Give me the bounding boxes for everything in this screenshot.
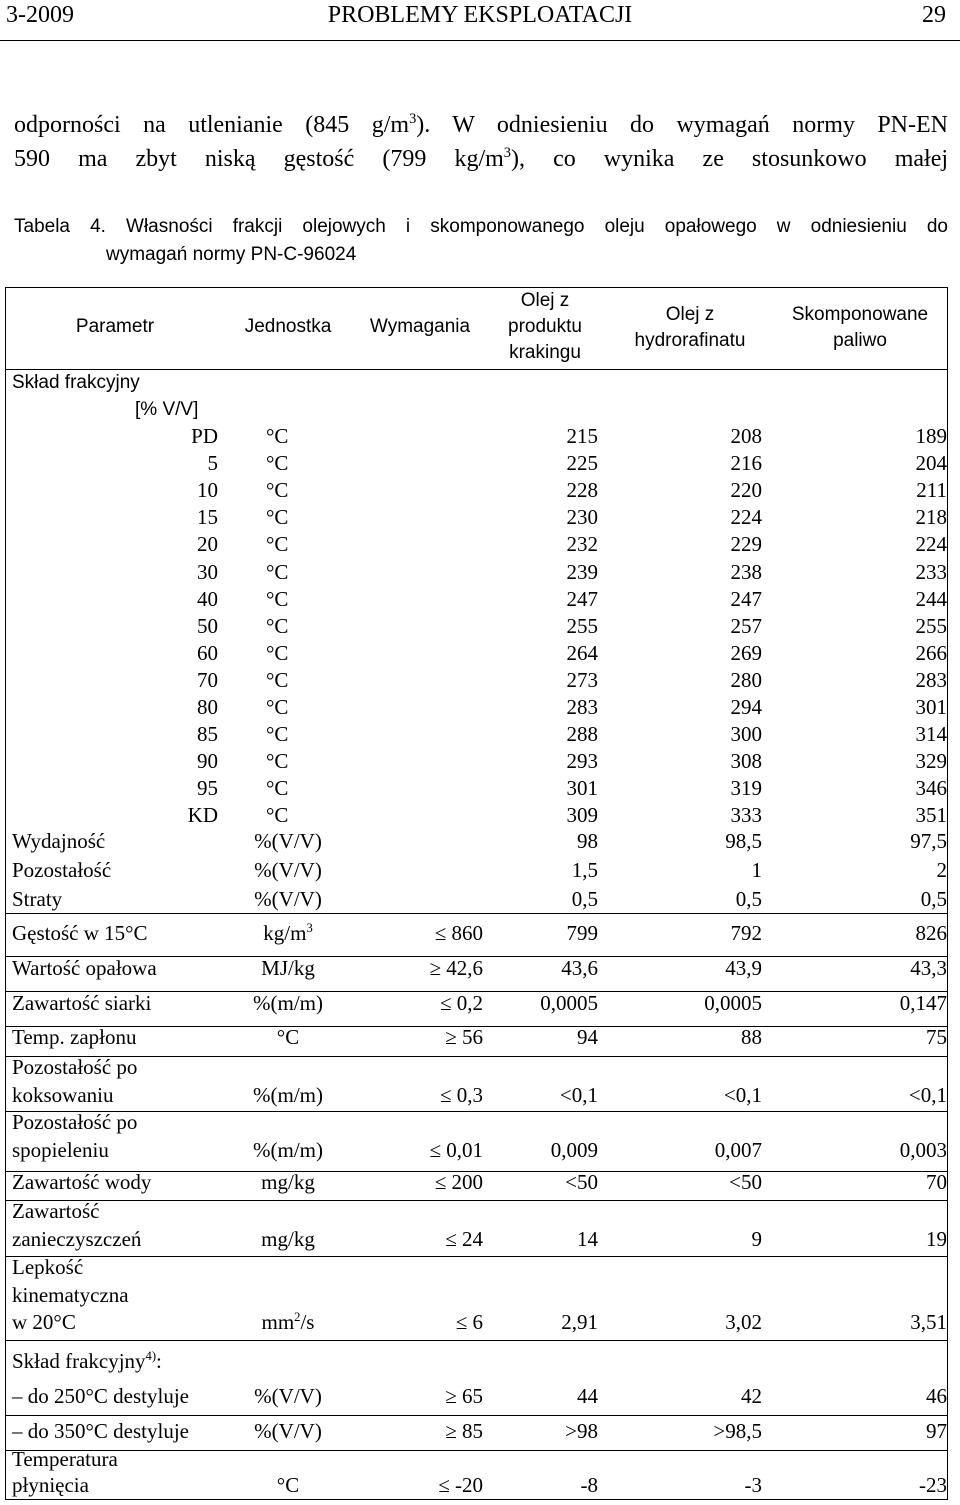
value-krakingu: 230 bbox=[566, 505, 598, 530]
yield-param: Wydajność bbox=[12, 829, 106, 853]
requirement-value: ≤ 6 bbox=[455, 1310, 483, 1334]
header-divider bbox=[5, 369, 948, 370]
requirement-value: ≤ 0,01 bbox=[429, 1137, 483, 1162]
fraction-param: 70 bbox=[197, 667, 218, 692]
value-skomponowane: 211 bbox=[916, 478, 947, 503]
value-hydrorafinatu: 333 bbox=[730, 803, 762, 828]
value-krakingu: 0,009 bbox=[550, 1137, 598, 1162]
property-unit: $kg/m^3$ bbox=[263, 921, 313, 945]
requirement-value: ≤ 0,3 bbox=[439, 1082, 483, 1107]
requirement-value: ≤ 860 bbox=[434, 921, 483, 945]
fraction-unit: °C bbox=[266, 749, 289, 774]
property-unit: mg/kg bbox=[261, 1226, 315, 1251]
value-krakingu: 43,6 bbox=[561, 956, 598, 980]
property-param bbox=[12, 1254, 129, 1337]
fraction-unit: °C bbox=[266, 613, 289, 638]
value-skomponowane: 46 bbox=[926, 1384, 947, 1408]
value-hydrorafinatu: 98,5 bbox=[725, 829, 762, 853]
property-param-line: Pozostałość po bbox=[12, 1110, 138, 1134]
paragraph-line-2: 590 ma zbyt niską gęstość (799 $kg/m^3$), co wynika ze stosunkowo małej bbox=[14, 145, 949, 172]
property-param bbox=[12, 920, 148, 948]
fraction-unit: °C bbox=[266, 722, 289, 747]
property-param-line: Zawartość bbox=[12, 1199, 100, 1223]
issue-number: 3-2009 bbox=[6, 2, 74, 28]
distillation-unit: %(V/V) bbox=[254, 1384, 322, 1408]
value-hydrorafinatu: 229 bbox=[730, 532, 762, 557]
body-paragraph bbox=[14, 108, 948, 176]
value-krakingu: <0,1 bbox=[559, 1082, 598, 1107]
property-param bbox=[12, 1024, 137, 1052]
fraction-param: 60 bbox=[197, 640, 218, 665]
pour-param-line: Temperatura bbox=[12, 1447, 118, 1471]
value-krakingu: 0,5 bbox=[571, 887, 598, 911]
value-skomponowane: 255 bbox=[915, 613, 947, 638]
property-param bbox=[12, 1169, 151, 1197]
value-hydrorafinatu: 208 bbox=[730, 424, 762, 448]
value-skomponowane: 204 bbox=[915, 451, 947, 476]
requirement-value: ≥ 85 bbox=[445, 1419, 483, 1443]
caption-line-2: wymagań normy PN-C-96024 bbox=[106, 244, 357, 265]
yield-unit: %(V/V) bbox=[254, 858, 322, 882]
value-skomponowane: 346 bbox=[915, 776, 947, 801]
requirement-value: ≤ 24 bbox=[445, 1226, 483, 1251]
fraction-param: 90 bbox=[197, 749, 218, 774]
caption-line-1: Tabela 4. Własności frakcji olejowych i skomponowanego oleju opałowego w odniesieniu do bbox=[14, 216, 948, 237]
property-param bbox=[12, 1054, 137, 1109]
value-skomponowane: 3,51 bbox=[910, 1310, 947, 1334]
value-krakingu: 247 bbox=[566, 586, 598, 611]
row-divider bbox=[5, 1415, 948, 1416]
property-param-line: Pozostałość po bbox=[12, 1055, 138, 1079]
value-krakingu: 255 bbox=[566, 613, 598, 638]
row-divider bbox=[5, 1450, 948, 1451]
property-param-line: zanieczyszczeń bbox=[12, 1226, 142, 1251]
value-skomponowane: 218 bbox=[915, 505, 947, 530]
fraction-unit: °C bbox=[266, 803, 289, 828]
header-skomponowane: Skomponowane paliwo bbox=[791, 304, 929, 351]
page-number: 29 bbox=[922, 2, 946, 28]
journal-title: PROBLEMY EKSPLOATACJI bbox=[327, 2, 633, 28]
value-skomponowane: 233 bbox=[915, 559, 947, 584]
value-hydrorafinatu: 43,9 bbox=[725, 956, 762, 980]
value-krakingu: 232 bbox=[566, 532, 598, 557]
property-param-line: kinematyczna bbox=[12, 1282, 129, 1307]
fraction-unit: °C bbox=[266, 559, 289, 584]
distillation-param: – do 250°C destyluje bbox=[12, 1384, 189, 1408]
value-skomponowane: -23 bbox=[919, 1473, 947, 1497]
requirement-value: ≤ -20 bbox=[438, 1473, 483, 1497]
value-skomponowane: 351 bbox=[915, 803, 947, 828]
row-divider bbox=[5, 1340, 948, 1341]
value-hydrorafinatu: 300 bbox=[730, 722, 762, 747]
row-divider bbox=[5, 1056, 948, 1057]
value-hydrorafinatu: -3 bbox=[744, 1473, 762, 1497]
property-param-line: spopieleniu bbox=[12, 1137, 109, 1162]
property-param bbox=[12, 990, 151, 1018]
requirement-value: ≥ 42,6 bbox=[429, 956, 483, 980]
value-hydrorafinatu: 319 bbox=[730, 776, 762, 801]
value-skomponowane: 244 bbox=[915, 586, 947, 611]
fraction-unit: °C bbox=[266, 586, 289, 611]
property-unit: %(m/m) bbox=[253, 1082, 323, 1107]
value-hydrorafinatu: 280 bbox=[730, 667, 762, 692]
row-divider bbox=[5, 1256, 948, 1257]
fraction-param: 30 bbox=[197, 559, 218, 584]
value-hydrorafinatu: 269 bbox=[730, 640, 762, 665]
value-hydrorafinatu: 0,5 bbox=[735, 887, 762, 911]
row-divider bbox=[5, 1200, 948, 1201]
fraction-unit: °C bbox=[266, 640, 289, 665]
property-unit: °C bbox=[276, 1025, 300, 1049]
value-hydrorafinatu: 42 bbox=[741, 1384, 762, 1408]
value-krakingu: 293 bbox=[566, 749, 598, 774]
pour-unit: °C bbox=[276, 1473, 300, 1497]
value-hydrorafinatu: 238 bbox=[730, 559, 762, 584]
fraction-unit: °C bbox=[266, 451, 289, 476]
value-skomponowane: 329 bbox=[915, 749, 947, 774]
yield-unit: %(V/V) bbox=[254, 887, 322, 911]
value-skomponowane: 0,003 bbox=[899, 1137, 947, 1162]
fraction-unit: °C bbox=[266, 776, 289, 801]
fraction-unit: °C bbox=[266, 478, 289, 503]
value-hydrorafinatu: 0,0005 bbox=[704, 991, 762, 1015]
value-skomponowane: 97 bbox=[926, 1419, 947, 1443]
fraction-param: 80 bbox=[197, 695, 218, 719]
header-wymagania: Wymagania bbox=[369, 316, 471, 337]
property-param-line: w 20°C bbox=[12, 1310, 76, 1334]
value-hydrorafinatu: 1 bbox=[751, 858, 762, 882]
value-krakingu: 0,0005 bbox=[540, 991, 598, 1015]
value-krakingu: 799 bbox=[566, 921, 598, 945]
value-skomponowane: 826 bbox=[915, 921, 947, 945]
value-hydrorafinatu: 9 bbox=[751, 1226, 762, 1251]
value-krakingu: 14 bbox=[577, 1226, 598, 1251]
value-hydrorafinatu: 216 bbox=[730, 451, 762, 476]
value-skomponowane: <0,1 bbox=[908, 1082, 947, 1107]
section-divider bbox=[5, 913, 948, 914]
value-krakingu: 94 bbox=[577, 1025, 598, 1049]
value-hydrorafinatu: 792 bbox=[730, 921, 762, 945]
value-skomponowane: 75 bbox=[926, 1025, 947, 1049]
value-skomponowane: 0,147 bbox=[899, 991, 947, 1015]
header-jednostka: Jednostka bbox=[244, 316, 332, 337]
fraction-unit: °C bbox=[266, 667, 289, 692]
row-divider bbox=[5, 1111, 948, 1112]
fraction-param: 85 bbox=[197, 722, 218, 747]
property-param-line: Zawartość siarki bbox=[12, 991, 152, 1015]
value-hydrorafinatu: 294 bbox=[730, 695, 762, 719]
property-unit: %(m/m) bbox=[253, 991, 323, 1015]
value-krakingu: 309 bbox=[566, 803, 598, 828]
value-hydrorafinatu: 88 bbox=[741, 1025, 762, 1049]
value-hydrorafinatu: >98,5 bbox=[713, 1419, 762, 1443]
fraction-param: 5 bbox=[207, 451, 218, 476]
value-krakingu: -8 bbox=[580, 1473, 598, 1497]
property-param-line: koksowaniu bbox=[12, 1082, 114, 1107]
fraction-param: PD bbox=[191, 424, 218, 448]
value-skomponowane: 189 bbox=[915, 424, 947, 448]
value-skomponowane: 0,5 bbox=[920, 887, 947, 911]
distillation-param: – do 350°C destyluje bbox=[12, 1419, 189, 1443]
property-param-line: Temp. zapłonu bbox=[12, 1025, 137, 1049]
value-krakingu: 225 bbox=[566, 451, 598, 476]
value-skomponowane: 301 bbox=[915, 695, 947, 719]
yield-unit: %(V/V) bbox=[254, 829, 322, 853]
yield-param: Pozostałość bbox=[12, 858, 112, 882]
distillation-unit: %(V/V) bbox=[254, 1419, 322, 1443]
value-krakingu: <50 bbox=[565, 1170, 598, 1194]
pour-param bbox=[12, 1446, 118, 1498]
value-hydrorafinatu: <0,1 bbox=[723, 1082, 762, 1107]
fraction-unit: °C bbox=[266, 532, 289, 557]
fraction-param: KD bbox=[187, 803, 218, 828]
value-skomponowane: 43,3 bbox=[910, 956, 947, 980]
value-krakingu: 273 bbox=[566, 667, 598, 692]
property-param-line: Zawartość wody bbox=[12, 1170, 152, 1194]
property-unit: $mm^2/s$ bbox=[261, 1310, 315, 1334]
property-unit: mg/kg bbox=[261, 1170, 315, 1194]
requirement-value: ≤ 0,2 bbox=[439, 991, 483, 1015]
fraction-param: 40 bbox=[197, 586, 218, 611]
value-krakingu: >98 bbox=[565, 1419, 598, 1443]
property-param bbox=[12, 1109, 137, 1164]
paragraph-line-1: odporności na utlenianie (845 $g/m^3$). W odniesieniu do wymagań normy PN-EN bbox=[14, 111, 949, 138]
value-krakingu: 98 bbox=[577, 829, 598, 853]
property-param-line: Lepkość bbox=[12, 1255, 84, 1279]
page-header bbox=[0, 0, 960, 41]
value-skomponowane: 314 bbox=[915, 722, 947, 747]
fraction-title: Skład frakcyjny bbox=[12, 372, 140, 393]
value-krakingu: 264 bbox=[566, 640, 598, 665]
fraction-param: 50 bbox=[197, 613, 218, 638]
value-hydrorafinatu: <50 bbox=[729, 1170, 762, 1194]
fraction-unit: °C bbox=[266, 505, 289, 530]
header-krakingu: Olej z produktu krakingu bbox=[508, 290, 582, 363]
value-hydrorafinatu: 257 bbox=[730, 613, 762, 638]
value-krakingu: 283 bbox=[566, 695, 598, 719]
pour-param-line: płynięcia bbox=[12, 1473, 89, 1497]
fraction-param: 95 bbox=[197, 776, 218, 801]
fraction-param: 15 bbox=[197, 505, 218, 530]
value-krakingu: 301 bbox=[566, 776, 598, 801]
property-param bbox=[12, 955, 157, 983]
fraction-unit: [% V/V] bbox=[135, 399, 199, 420]
value-hydrorafinatu: 3,02 bbox=[725, 1310, 762, 1334]
table-caption bbox=[14, 213, 948, 269]
value-hydrorafinatu: 220 bbox=[730, 478, 762, 503]
value-skomponowane: 283 bbox=[915, 667, 947, 692]
header-hydrorafinatu: Olej z hydrorafinatu bbox=[634, 304, 746, 351]
value-skomponowane: 70 bbox=[926, 1170, 947, 1194]
requirement-value: ≥ 56 bbox=[445, 1025, 483, 1049]
requirement-value: ≥ 65 bbox=[445, 1384, 483, 1408]
requirement-value: ≤ 200 bbox=[434, 1170, 483, 1194]
value-hydrorafinatu: 247 bbox=[730, 586, 762, 611]
value-krakingu: 1,5 bbox=[571, 858, 598, 882]
value-skomponowane: 2 bbox=[936, 858, 947, 882]
value-skomponowane: 224 bbox=[915, 532, 947, 557]
value-hydrorafinatu: 0,007 bbox=[714, 1137, 762, 1162]
value-skomponowane: 19 bbox=[926, 1226, 947, 1251]
header-parametr: Parametr bbox=[75, 316, 155, 337]
yield-param: Straty bbox=[12, 887, 63, 911]
property-unit: %(m/m) bbox=[253, 1137, 323, 1162]
value-krakingu: 239 bbox=[566, 559, 598, 584]
property-param-line: Wartość opałowa bbox=[12, 956, 157, 980]
fraction-unit: °C bbox=[266, 695, 289, 719]
value-krakingu: 215 bbox=[566, 424, 598, 448]
value-hydrorafinatu: 308 bbox=[730, 749, 762, 774]
value-krakingu: 228 bbox=[566, 478, 598, 503]
value-hydrorafinatu: 224 bbox=[730, 505, 762, 530]
fraction2-title: Skład frakcyjny$^{4)}$: bbox=[12, 1349, 162, 1373]
fraction-param: 20 bbox=[197, 532, 218, 557]
fraction-unit: °C bbox=[266, 424, 289, 448]
fraction-param: 10 bbox=[197, 478, 218, 503]
value-krakingu: 44 bbox=[577, 1384, 598, 1408]
value-krakingu: 2,91 bbox=[561, 1310, 598, 1334]
value-skomponowane: 266 bbox=[915, 640, 947, 665]
value-skomponowane: 97,5 bbox=[910, 829, 947, 853]
property-param bbox=[12, 1198, 141, 1253]
property-param-line: Gęstość w 15°C bbox=[12, 921, 148, 945]
property-unit: MJ/kg bbox=[261, 956, 315, 980]
value-krakingu: 288 bbox=[566, 722, 598, 747]
